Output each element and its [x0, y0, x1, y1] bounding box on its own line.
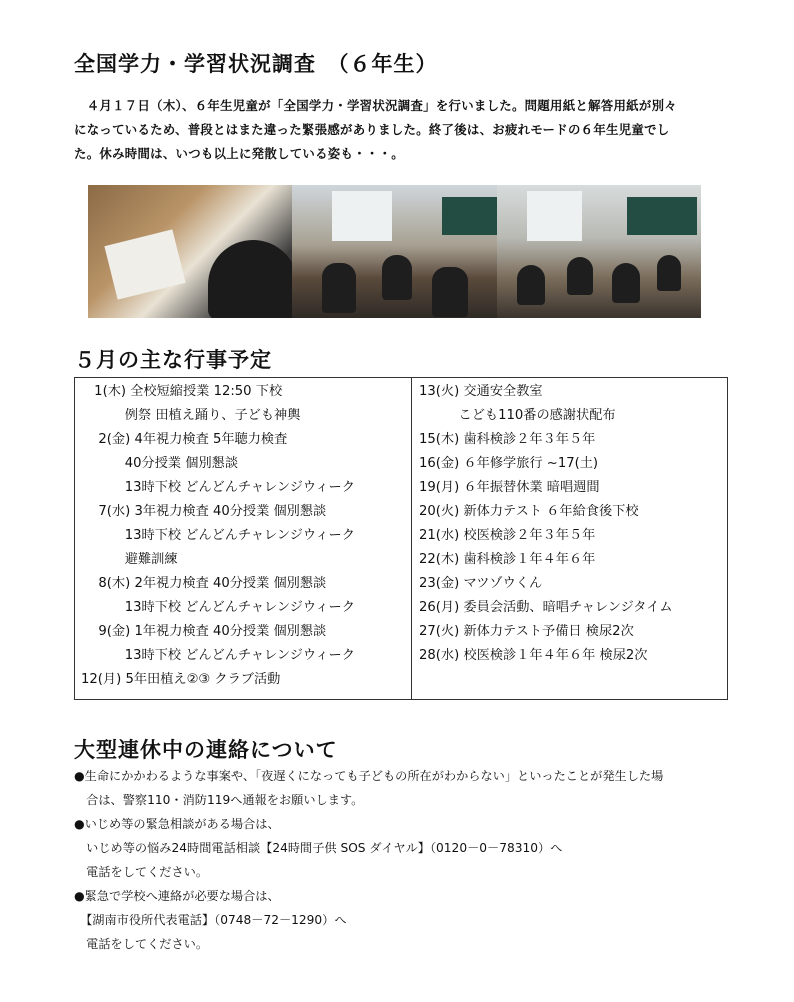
schedule-row: 16(金) ６年修学旅行 ~17(土): [419, 456, 599, 471]
schedule-row: 7(水) 3年視力検査 40分授業 個別懇談: [81, 504, 327, 519]
photo-classroom-test: [292, 185, 496, 318]
section-title-may-schedule: ５月の主な行事予定: [74, 348, 272, 372]
note-line: いじめ等の悩み24時間電話相談【24時間子供 SOS ダイヤル】（0120－0－78310）へ: [74, 841, 563, 855]
schedule-row: 15(木) 歯科検診２年３年５年: [419, 432, 596, 447]
holiday-contact-notes: [74, 764, 734, 956]
schedule-row: 13時下校 どんどんチャレンジウィーク: [81, 528, 355, 543]
note-line: 電話をしてください。: [74, 865, 209, 879]
schedule-row: 20(火) 新体力テスト ６年給食後下校: [419, 504, 639, 519]
schedule-row: 19(月) ６年振替休業 暗唱週間: [419, 480, 600, 495]
schedule-row: 8(木) 2年視力検査 40分授業 個別懇談: [81, 576, 327, 591]
schedule-row: 12(月) 5年田植え②③ クラブ活動: [81, 672, 281, 687]
column-divider: [411, 378, 412, 699]
schedule-row: 例祭 田植え踊り、子ども神輿: [81, 408, 301, 423]
schedule-right-column: [419, 380, 673, 668]
paragraph-line: ４月１７日（木）、６年生児童が「全国学力・学習状況調査」を行いました。問題用紙と解答用紙が別々: [74, 98, 677, 113]
survey-paragraph: [74, 94, 728, 166]
schedule-row: 9(金) 1年視力検査 40分授業 個別懇談: [81, 624, 327, 639]
schedule-row: 13(火) 交通安全教室: [419, 384, 543, 399]
photo-student-writing: [88, 185, 292, 318]
paragraph-line: になっているため、普段とはまた違った緊張感がありました。終了後は、お疲れモードの６年生児童でし: [74, 122, 670, 137]
schedule-row: 13時下校 どんどんチャレンジウィーク: [81, 480, 355, 495]
note-line: 【湖南市役所代表電話】（0748－72－1290）へ: [74, 913, 347, 927]
schedule-row: 22(木) 歯科検診１年４年６年: [419, 552, 596, 567]
schedule-row: 2(金) 4年視力検査 5年聴力検査: [81, 432, 288, 447]
schedule-row: こども110番の感謝状配布: [419, 408, 616, 423]
note-line: ●生命にかかわるような事案や、「夜遅くになっても子どもの所在がわからない」といったことが発生した場: [74, 769, 664, 783]
schedule-row: 27(火) 新体力テスト予備日 検尿2次: [419, 624, 634, 639]
schedule-row: 28(水) 校医検診１年４年６年 検尿2次: [419, 648, 648, 663]
photo-classroom-wide: [497, 185, 701, 318]
section-title-holiday-contact: 大型連休中の連絡について: [74, 738, 338, 762]
may-schedule-table: [74, 377, 728, 700]
schedule-row: 13時下校 どんどんチャレンジウィーク: [81, 600, 355, 615]
note-line: 電話をしてください。: [74, 937, 209, 951]
classroom-photos: [88, 185, 701, 318]
schedule-row: 避難訓練: [81, 552, 178, 567]
note-line: ●緊急で学校へ連絡が必要な場合は、: [74, 889, 280, 903]
note-line: ●いじめ等の緊急相談がある場合は、: [74, 817, 280, 831]
schedule-row: 40分授業 個別懇談: [81, 456, 239, 471]
schedule-row: 26(月) 委員会活動、暗唱チャレンジタイム: [419, 600, 673, 615]
schedule-row: 21(水) 校医検診２年３年５年: [419, 528, 596, 543]
section-title-academic-survey: 全国学力・学習状況調査 （６年生）: [74, 52, 438, 76]
note-line: 合は、警察110・消防119へ通報をお願いします。: [74, 793, 364, 807]
paragraph-line: た。休み時間は、いつも以上に発散している姿も・・・。: [74, 146, 404, 161]
schedule-left-column: [81, 380, 355, 692]
schedule-row: 13時下校 どんどんチャレンジウィーク: [81, 648, 355, 663]
schedule-row: 1(木) 全校短縮授業 12:50 下校: [81, 384, 283, 399]
schedule-row: 23(金) マツゾウくん: [419, 576, 543, 591]
